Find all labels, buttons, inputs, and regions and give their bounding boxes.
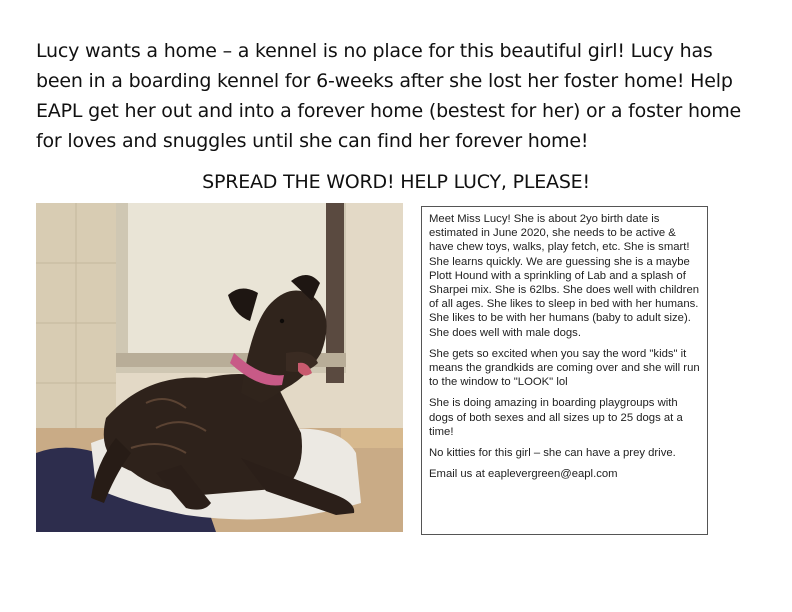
info-paragraph-kids: She gets so excited when you say the word "kids" it means the grandkids are coming over and she will run to the window to "LOOK" lol: [429, 347, 700, 389]
lucy-info-box: [421, 206, 708, 535]
headline-line: Lucy wants a home – a kennel is no place for this beautiful girl! Lucy has: [36, 40, 713, 62]
info-paragraph-intro: Meet Miss Lucy! She is about 2yo birth date is estimated in June 2020, she needs to be active & have chew toys, walks, play fetch, etc. She is smart! She learns quickly. We are guessing she is a maybe Plott Hound with a sprinkling of Lab and a splash of Sharpei mix. She is 62lbs. She does well with children of all ages. She likes to sleep in bed with her humans. She likes to be with her humans (baby to adult size). She does well with male dogs.: [429, 213, 700, 339]
info-paragraph-email: Email us at eaplevergreen@eapl.com: [429, 468, 618, 481]
info-paragraph-kitties: No kitties for this girl – she can have a prey drive.: [429, 447, 676, 460]
dog-photo: [36, 203, 403, 532]
info-paragraph-playgroups: She is doing amazing in boarding playgroups with dogs of both sexes and all sizes up to 25 dogs at a time!: [429, 397, 683, 438]
call-to-action-heading: SPREAD THE WORD! HELP LUCY, PLEASE!: [202, 171, 590, 193]
headline-line: for loves and snuggles until she can find her forever home!: [36, 130, 589, 152]
headline: [36, 36, 764, 156]
brindle-dog-on-bed-icon: [36, 203, 403, 532]
headline-line: been in a boarding kennel for 6-weeks after she lost her foster home! Help: [36, 70, 733, 92]
headline-line: EAPL get her out and into a forever home (bestest for her) or a foster home: [36, 100, 742, 122]
